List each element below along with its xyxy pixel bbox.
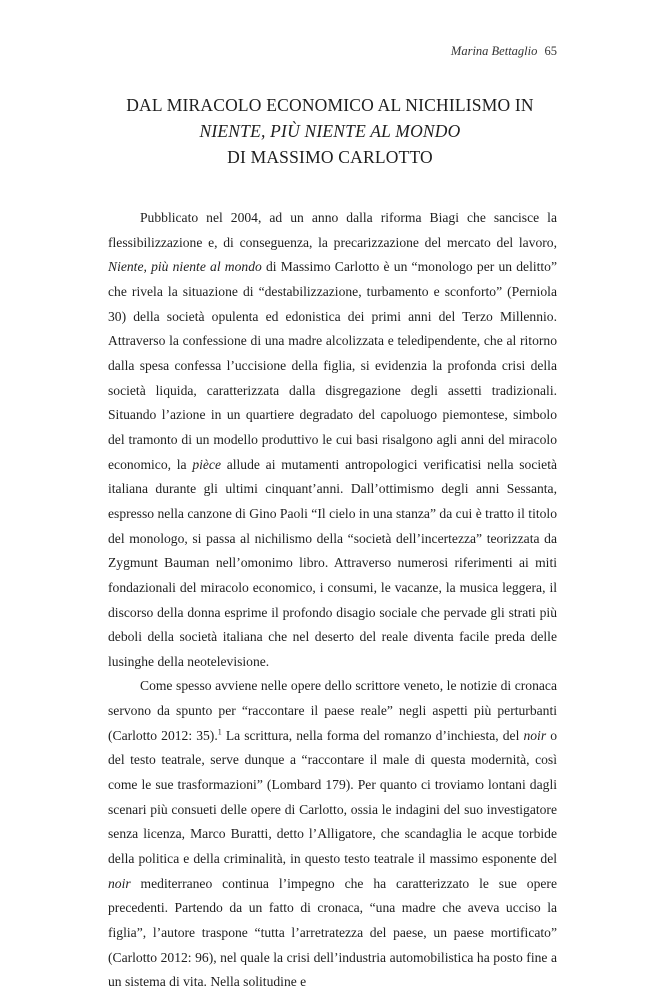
p1-text-1: Pubblicato nel 2004, ad un anno dalla riforma Biagi che sancisce la flessibilizzazione e, di conseguenza, la precarizzazione del mercato del lavoro,	[108, 210, 557, 250]
p1-text-2: di Massimo Carlotto è un “monologo per un delitto” che rivela la situazione di “destabilizzazione, turbamento e sconforto” (Perniola 30) della società opulenta ed edonistica dei primi anni del Terzo Millennio. Attraverso la confessione di una madre alcolizzata e teledipendente, che al ritorno dalla spesa confessa l’uccisione della figlia, si evidenzia la profonda crisi della società liquida, caratterizzata dalla disgregazione degli assetti tradizionali. Situando l’azione in un quartiere degradato del capoluogo piemontese, simbolo del tramonto di un modello produttivo le cui basi risalgono agli anni del miracolo economico, la	[108, 259, 558, 472]
running-header	[451, 44, 557, 59]
title-line-2: NIENTE, PIÙ NIENTE AL MONDO	[199, 121, 461, 141]
footnote-ref: 1	[217, 727, 222, 737]
article-title	[96, 92, 564, 170]
header-author: Marina Bettaglio	[450, 44, 538, 58]
title-line-1: DAL MIRACOLO ECONOMICO AL NICHILISMO IN	[126, 95, 534, 115]
p2-text-3: o del testo teatrale, serve dunque a “raccontare il male di questa modernità, così come le sue trasformazioni” (Lombard 179). Per quanto ci troviamo lontani dagli scenari più consueti delle opere di Carlotto, ossia le indagini del suo investigatore senza licenza, Marco Buratti, detto l’Alligatore, che scandaglia le acque torbide della politica e della criminalità, in questo testo teatrale il massimo esponente del	[108, 727, 558, 867]
p2-noir-term-1: noir	[523, 727, 547, 743]
title-line-3: DI MASSIMO CARLOTTO	[227, 147, 433, 167]
article-body	[108, 206, 557, 995]
p1-piece-term: pièce	[192, 456, 221, 472]
page-number: 65	[544, 44, 557, 58]
p1-text-3: allude ai mutamenti antropologici verificatisi nella società italiana durante gli ultimi cinquant’anni. Dall’ottimismo degli anni Sessanta, espresso nella canzone di Gino Paoli “Il cielo in una stanza” da cui è tratto il titolo del monologo, si passa al nichilismo della “società dell’incertezza” teorizzata da Zygmunt Bauman nell’omonimo libro. Attraverso numerosi riferimenti ai miti fondazionali del miracolo economico, i consumi, le vacanze, la musica leggera, il discorso della donna esprime il profondo disagio sociale che pervade gli strati più deboli della società italiana che nel deserto del reale diventa facile preda delle lusinghe della neotelevisione.	[108, 456, 558, 669]
p2-text-1: Come spesso avviene nelle opere dello scrittore veneto, le notizie di cronaca servono da spunto per “raccontare il paese reale” negli aspetti più perturbanti (Carlotto 2012: 35).	[108, 678, 557, 743]
p2-text-2: La scrittura, nella forma del romanzo d’inchiesta, del	[221, 727, 524, 743]
paragraph-2	[108, 674, 557, 995]
p2-text-4: mediterraneo continua l’impegno che ha caratterizzato le sue opere precedenti. Partendo da un fatto di cronaca, “una madre che aveva ucciso la figlia”, l’autore traspone “tutta l’arretratezza del paese, un paese mortificato” (Carlotto 2012: 96), nel quale la crisi dell’industria automobilistica ha posto fine a un sistema di vita. Nella solitudine e	[108, 875, 557, 990]
paragraph-1	[108, 206, 557, 674]
p2-noir-term-2: noir	[108, 875, 131, 891]
p1-work-title: Niente, più niente al mondo	[108, 259, 262, 275]
